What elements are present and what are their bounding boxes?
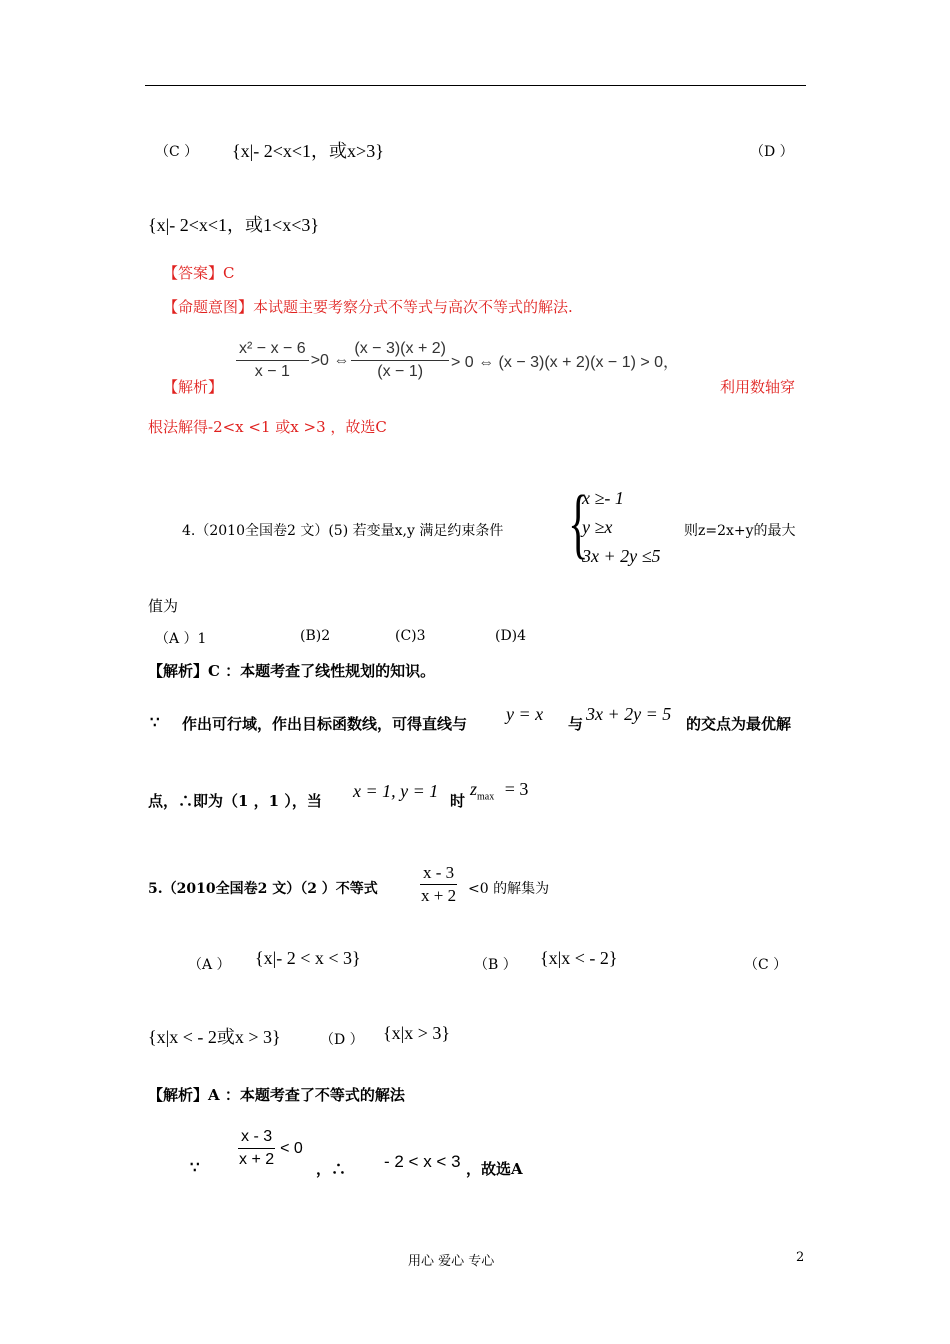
q4-stem-suffix: 则z=2x+y的最大 (684, 523, 796, 539)
because-icon: ∵ (190, 1158, 200, 1176)
q4-line2-eq: x = 1, y = 1 (353, 781, 439, 801)
q3-equiv-2: > 0 ⇔ (x − 3)(x + 2)(x − 1) > 0， (450, 354, 680, 371)
q5-option-a-label: （A ） (188, 957, 231, 973)
brace-icon: { (568, 479, 589, 566)
q4-line1-text-b: 与 (568, 715, 584, 733)
q5-option-b-label: （B ） (474, 957, 517, 973)
q4-line2-text-a: 点，∴即为（1 ，1 ），当 (148, 792, 322, 810)
q5-solution-fraction: $\frac{x - 3}{x + 2}$ < 0 (239, 1128, 303, 1168)
q5-option-a-set: {x|- 2 < x < 3} (255, 948, 361, 968)
q4-option-d: (D)4 (495, 628, 527, 644)
q3-analysis-tail: 利用数轴穿 (720, 378, 796, 396)
q4-stem-line2: 值为 (148, 597, 179, 615)
q4-line1-text-c: 的交点为最优解 (686, 715, 792, 733)
q3-fraction-1: $\frac{\text{x² − x − 6}}{x - 1}$ (236, 338, 309, 383)
q4-constraint-3: 3x + 2y ≤5 (582, 546, 661, 566)
q3-analysis-line2: 根法解得-2<x <1 或x >3 ，故选C (148, 418, 387, 436)
q5-solution-range: - 2 < x < 3 (384, 1152, 461, 1171)
q5-stem-suffix: <0 的解集为 (468, 881, 550, 897)
q4-line2-text-b: 时 (450, 792, 466, 810)
q3-analysis-label: 【解析】 (163, 378, 224, 396)
q3-analysis-equation (236, 338, 679, 383)
q4-constraint-system (568, 479, 661, 571)
q3-intent: 【命题意图】本试题主要考察分式不等式与高次不等式的解法. (163, 298, 573, 316)
because-icon: ∵ (150, 713, 160, 731)
q5-option-c-set: {x|x < - 2或x > 3} (148, 1027, 281, 1047)
q4-analysis: 【解析】C ：本题考查了线性规划的知识。 (148, 662, 436, 680)
q3-fraction-2: $\frac{(x - 3)(x + 2)}{(x - 1)}$ (351, 338, 449, 383)
q5-option-d-label: （D ） (320, 1032, 364, 1048)
header-rule (145, 85, 806, 86)
q4-stem-prefix: 4.（2010全国卷2 文）(5) 若变量x,y 满足约束条件 (182, 523, 504, 539)
q4-line1-eq2: 3x + 2y = 5 (586, 704, 672, 724)
q3-option-d-set: {x|- 2<x<1，或1<x<3} (148, 215, 319, 235)
q4-option-a: （A ）1 (155, 631, 207, 647)
q3-option-d-label: （D ） (750, 144, 794, 160)
q5-option-c-label: （C ） (744, 957, 788, 973)
q4-zmax: $z_{max} = 3$ (470, 779, 529, 803)
q3-equiv-1: >0 ⇔ (310, 351, 350, 369)
q3-option-c-set: {x|- 2<x<1，或x>3} (232, 141, 384, 161)
q4-option-c: (C)3 (395, 628, 426, 644)
q4-option-b: (B)2 (300, 628, 331, 644)
footer-slogan: 用心 爱心 专心 (408, 1254, 495, 1269)
q5-analysis: 【解析】A ：本题考查了不等式的解法 (148, 1086, 405, 1104)
q5-solution-tail: ，故选A (466, 1160, 523, 1178)
q4-line1-eq1: y = x (506, 704, 544, 724)
q3-answer: 【答案】C (163, 264, 235, 282)
q4-line1-text-a: 作出可行域，作出目标函数线，可得直线与 (182, 715, 468, 733)
q5-stem-fraction: $\frac{x - 3}{x + 2}$ (421, 863, 457, 905)
q3-option-c-label: （C ） (155, 144, 199, 160)
page-number: 2 (796, 1250, 805, 1265)
q5-option-d-set: {x|x > 3} (383, 1023, 451, 1043)
q5-stem-prefix: 5.（2010全国卷2 文）（2 ）不等式 (148, 881, 378, 897)
q4-constraint-2: y ≥x (582, 517, 613, 537)
therefore-icon: ，∴ (316, 1160, 347, 1178)
q5-option-b-set: {x|x < - 2} (540, 948, 618, 968)
q4-constraint-1: x ≥- 1 (582, 488, 624, 508)
